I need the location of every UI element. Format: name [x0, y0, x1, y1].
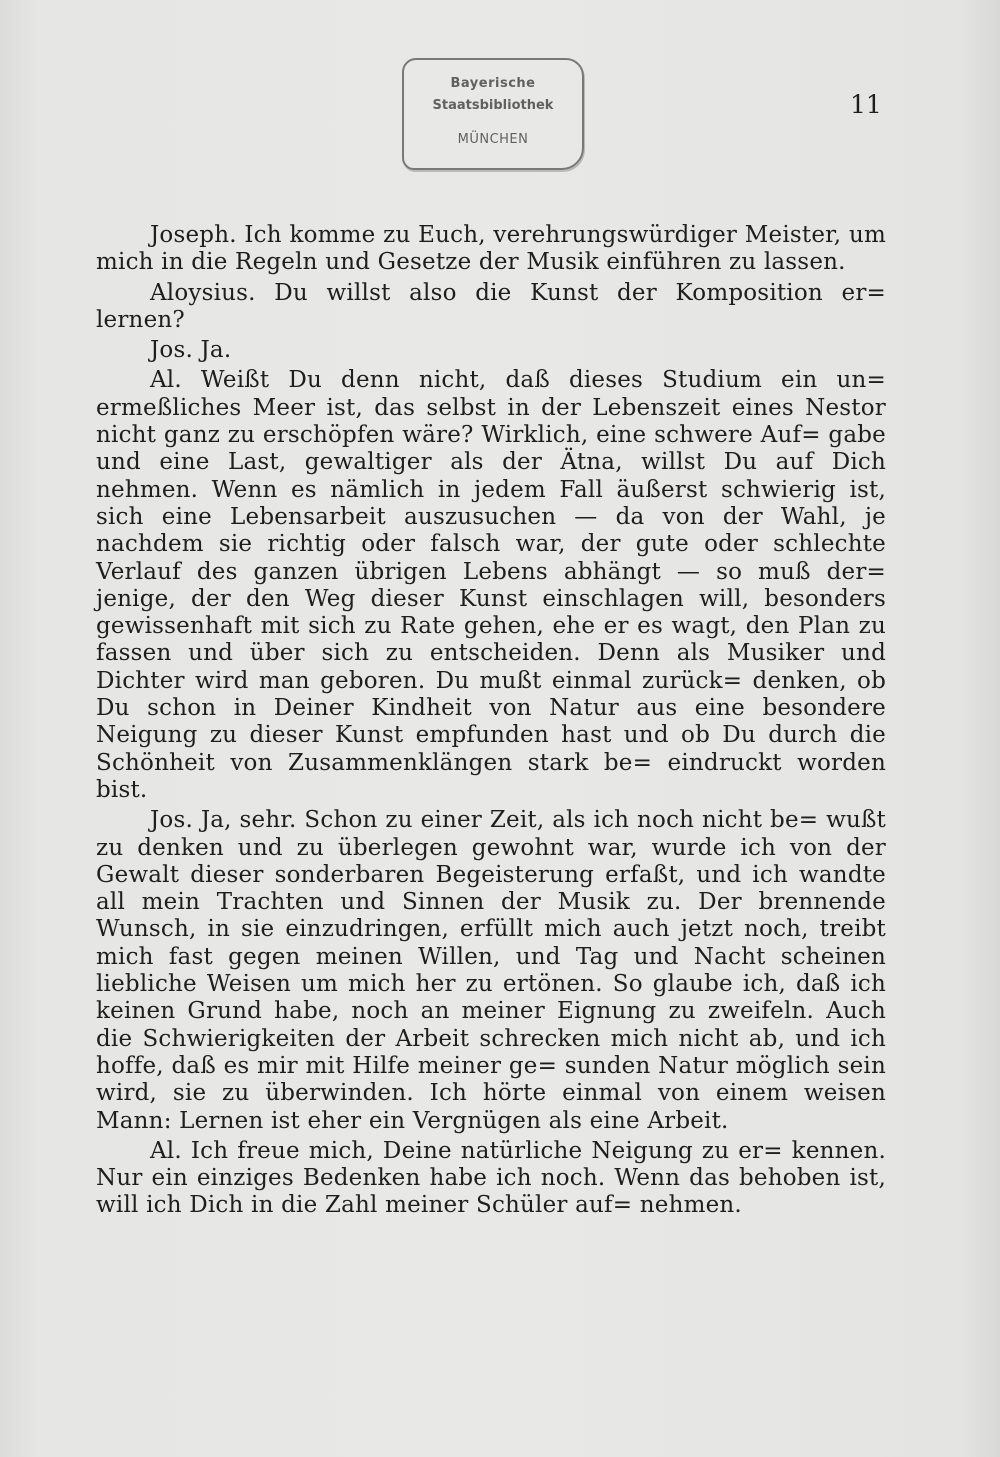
paragraph-joseph-1: Joseph. Ich komme zu Euch, verehrungswürdiger Meister, um mich in die Regeln und Gesetze der Musik einführen zu lassen. — [96, 222, 886, 276]
paragraph-jos-3: Jos. Ja, sehr. Schon zu einer Zeit, als ich noch nicht be= wußt zu denken und zu überlegen gewohnt war, wurde ich von der Gewalt dieser sonderbaren Begeisterung erfaßt, und ich wandte all mein Trachten und Sinnen der Musik zu. Der brennende Wunsch, in sie einzudringen, erfüllt mich auch jetzt noch, treibt mich fast gegen meinen Willen, und Tag und Nacht scheinen liebliche Weisen um mich her zu ertönen. So glaube ich, daß ich keinen Grund habe, noch an meiner Eignung zu zweifeln. Auch die Schwierigkeiten der Arbeit schrecken mich nicht ab, und ich hoffe, daß es mir mit Hilfe meiner ge= sunden Natur möglich sein wird, sie zu überwinden. Ich hörte einmal von einem weisen Mann: Lernen ist eher ein Vergnügen als eine Arbeit. — [96, 807, 886, 1134]
stamp-line-3: MÜNCHEN — [457, 132, 529, 147]
stamp-line-1: Bayerische — [450, 76, 536, 91]
paragraph-al-3: Al. Ich freue mich, Deine natürliche Neigung zu er= kennen. Nur ein einziges Bedenken habe ich noch. Wenn das behoben ist, will ich Dich in die Zahl meiner Schüler auf= nehmen. — [96, 1137, 886, 1219]
paragraph-al-2: Al. Weißt Du denn nicht, daß dieses Studium ein un= ermeßliches Meer ist, das selbst in der Lebenszeit eines Nestor nicht ganz zu erschöpfen wäre? Wirklich, eine schwere Auf= gabe und eine Last, gewaltiger als der Ätna, willst Du auf Dich nehmen. Wenn es nämlich in jedem Fall äußerst schwierig ist, sich eine Lebensarbeit auszusuchen — da von der Wahl, je nachdem sie richtig oder falsch war, der gute oder schlechte Verlauf des ganzen übrigen Lebens abhängt — so muß der= jenige, der den Weg dieser Kunst einschlagen will, besonders gewissenhaft mit sich zu Rate gehen, ehe er es wagt, den Plan zu fassen und über sich zu entscheiden. Denn als Musiker und Dichter wird man geboren. Du mußt einmal zurück= denken, ob Du schon in Deiner Kindheit von Natur aus eine besondere Neigung zu dieser Kunst empfunden hast und ob Du durch die Schönheit von Zusammenklängen stark be= eindruckt worden bist. — [96, 367, 886, 803]
stamp-line-2: Staatsbibliothek — [432, 98, 554, 113]
body-text — [96, 222, 886, 1220]
page-number: 11 — [850, 90, 882, 119]
paragraph-aloysius-1: Aloysius. Du willst also die Kunst der Komposition er= lernen? — [96, 279, 886, 333]
paragraph-jos-2: Jos. Ja. — [150, 337, 232, 364]
library-stamp — [402, 58, 584, 170]
